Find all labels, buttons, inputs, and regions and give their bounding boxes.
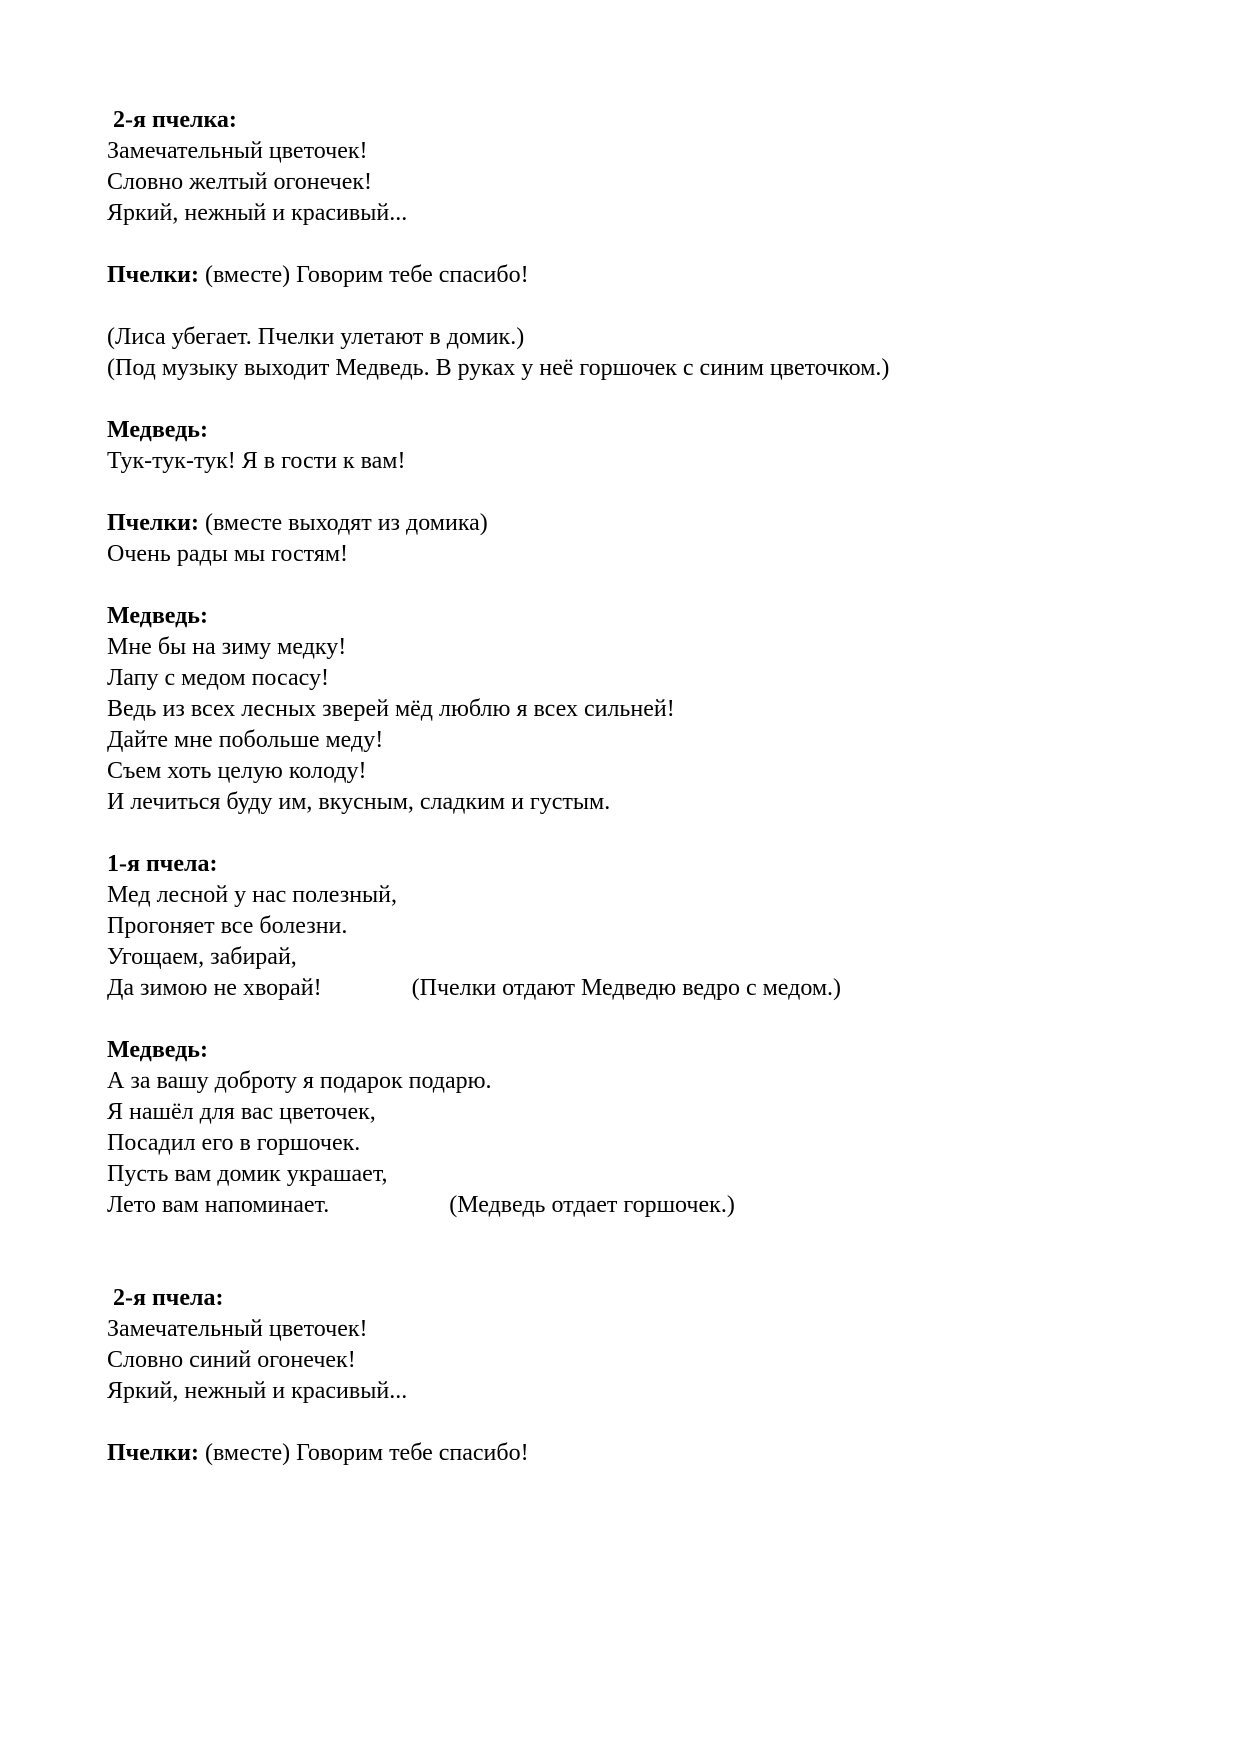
script-block	[107, 322, 1150, 384]
speaker-inline-text: (вместе) Говорим тебе спасибо!	[198, 262, 529, 288]
script-block	[107, 849, 1150, 1004]
script-line: Я нашёл для вас цветочек,	[107, 1099, 376, 1125]
script-line: Мне бы на зиму медку!	[107, 634, 347, 660]
script-line: Очень рады мы гостям!	[107, 541, 349, 567]
speaker-line	[107, 849, 1150, 880]
script-line: Мед лесной у нас полезный,	[107, 882, 398, 908]
speaker-line	[107, 1283, 1150, 1314]
script-block	[107, 415, 1150, 477]
speaker-label: Медведь:	[107, 603, 208, 629]
script-line: И лечиться буду им, вкусным, сладким и густым.	[107, 789, 611, 815]
script-line: Прогоняет все болезни.	[107, 913, 348, 939]
speaker-line	[107, 105, 1150, 136]
script-line: Угощаем, забирай,	[107, 944, 297, 970]
speaker-label: 1-я пчела:	[107, 851, 218, 877]
script-block	[107, 601, 1150, 818]
speaker-label: 2-я пчела:	[107, 1285, 224, 1311]
script-line: Посадил его в горшочек.	[107, 1130, 361, 1156]
speaker-label: Пчелки:	[107, 510, 199, 536]
speaker-line	[107, 601, 1150, 632]
script-block	[107, 1438, 1150, 1469]
script-line: Замечательный цветочек!	[107, 138, 368, 164]
speaker-label: Медведь:	[107, 1037, 208, 1063]
script-line: Словно синий огонечек!	[107, 1347, 356, 1373]
stage-direction-line: (Под музыку выходит Медведь. В руках у неё горшочек с синим цветочком.)	[107, 355, 890, 381]
script-line: А за вашу доброту я подарок подарю.	[107, 1068, 492, 1094]
script-block	[107, 1035, 1150, 1221]
speaker-inline-text: (вместе) Говорим тебе спасибо!	[198, 1440, 529, 1466]
script-line: Пусть вам домик украшает,	[107, 1161, 388, 1187]
speaker-line	[107, 260, 1150, 291]
script-block	[107, 508, 1150, 570]
speaker-label: Пчелки:	[107, 262, 199, 288]
speaker-inline-text: (вместе выходят из домика)	[198, 510, 488, 536]
script-line: Ведь из всех лесных зверей мёд люблю я всех сильней!	[107, 696, 675, 722]
speaker-line	[107, 1438, 1150, 1469]
script-block	[107, 105, 1150, 229]
script-line: Яркий, нежный и красивый...	[107, 1378, 408, 1404]
speaker-line	[107, 508, 1150, 539]
stage-direction-line: (Лиса убегает. Пчелки улетают в домик.)	[107, 324, 525, 350]
script-line: Тук-тук-тук! Я в гости к вам!	[107, 448, 406, 474]
speaker-line	[107, 1035, 1150, 1066]
script-line: Съем хоть целую колоду!	[107, 758, 367, 784]
script-line: Словно желтый огонечек!	[107, 169, 373, 195]
script-line: Лапу с медом посасу!	[107, 665, 329, 691]
script-line: Яркий, нежный и красивый...	[107, 200, 408, 226]
speaker-line	[107, 415, 1150, 446]
script-line: Да зимою не хворай! (Пчелки отдают Медведю ведро с медом.)	[107, 975, 842, 1001]
speaker-label: 2-я пчелка:	[107, 107, 237, 133]
speaker-label: Медведь:	[107, 417, 208, 443]
script-block	[107, 260, 1150, 291]
script-line: Лето вам напоминает. (Медведь отдает горшочек.)	[107, 1192, 735, 1218]
script-line: Дайте мне побольше меду!	[107, 727, 384, 753]
script-line: Замечательный цветочек!	[107, 1316, 368, 1342]
speaker-label: Пчелки:	[107, 1440, 199, 1466]
script-block	[107, 1252, 1150, 1407]
